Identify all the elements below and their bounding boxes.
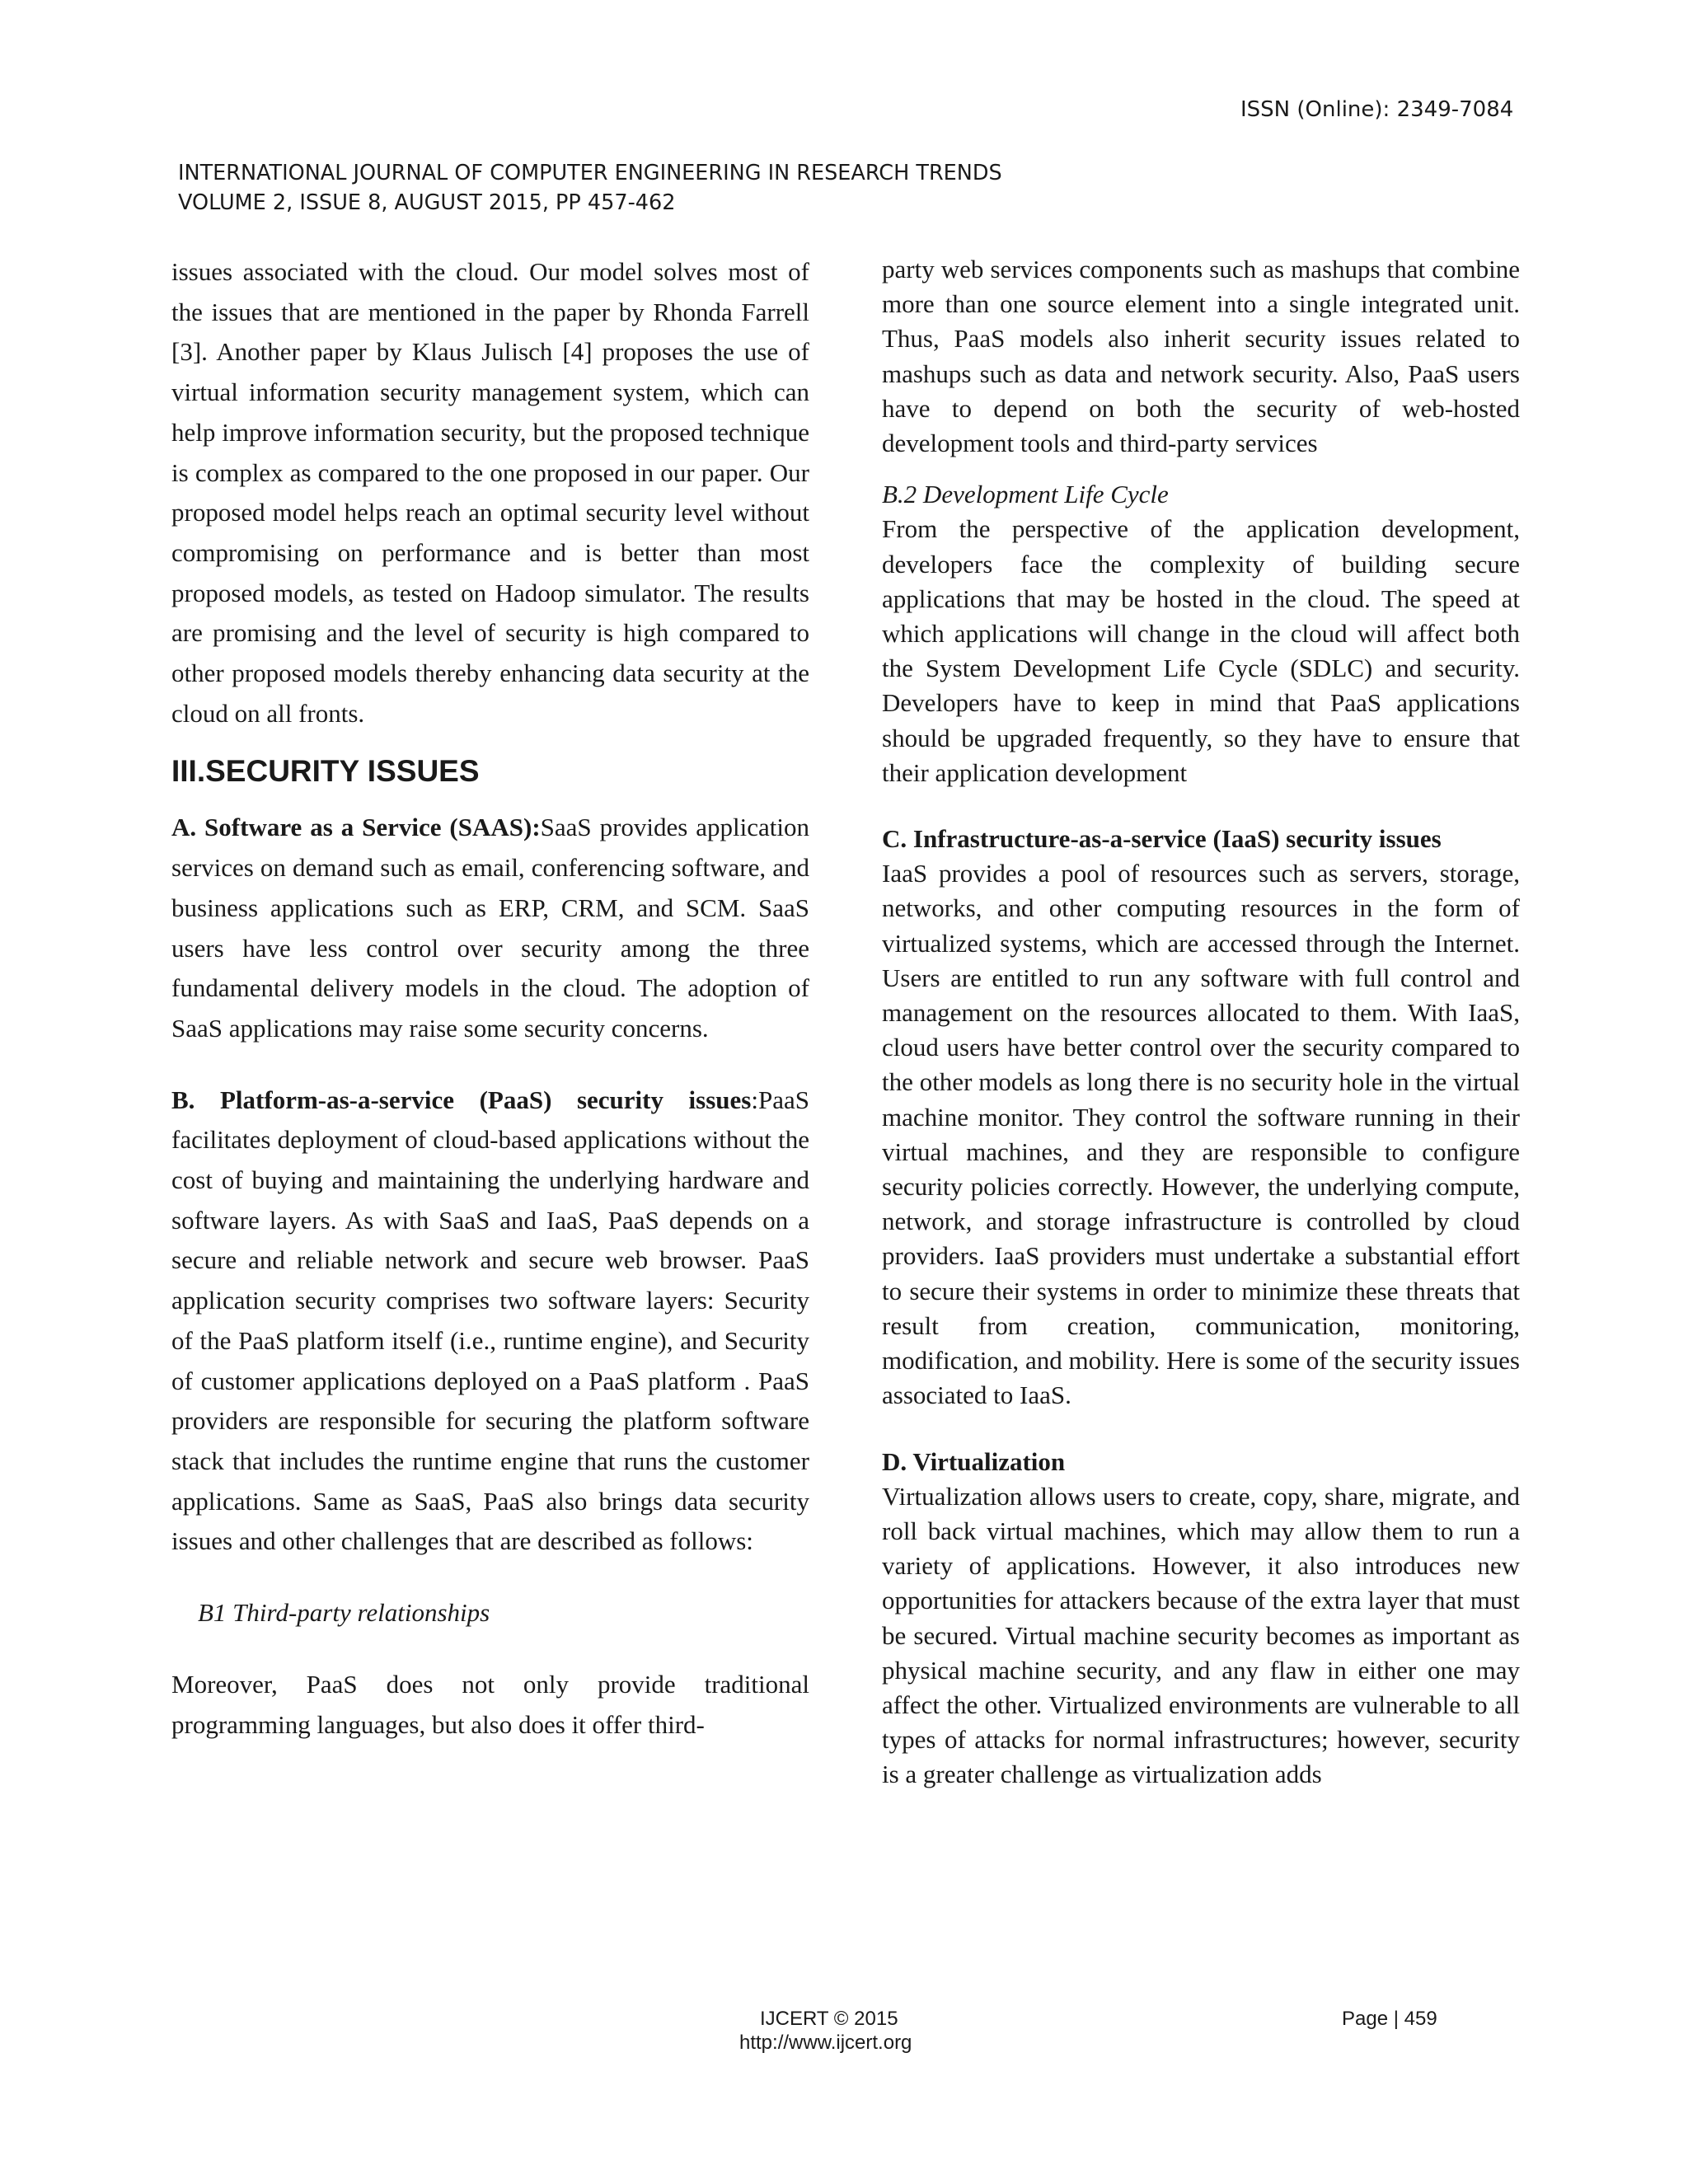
footer-url[interactable]: http://www.ijcert.org xyxy=(739,2032,912,2054)
saas-paragraph xyxy=(171,808,809,1048)
c-paragraph: IaaS provides a pool of resources such as servers, storage, networks, and other computing resources in the form of virtualized systems, which are accessed through the Internet. Users are entitled to run any software with full control and management on the resources allocated to them. With IaaS, cloud users have better control over the security compared to the other models as long there is no security hole in the virtual machine monitor. They control the software running in their virtual machines, and they are responsible to configure security policies correctly. However, the underlying compute, network, and storage infrastructure is controlled by cloud providers. IaaS providers must undertake a substantial effort to secure their systems in order to minimize these threats that result from creation, communication, monitoring, modification, and mobility. Here is some of the security issues associated to IaaS. xyxy=(882,859,1520,1410)
left-column xyxy=(171,252,809,1745)
d-heading: D. Virtualization xyxy=(882,1446,1066,1476)
journal-title: INTERNATIONAL JOURNAL OF COMPUTER ENGINEERING IN RESEARCH TRENDS xyxy=(178,161,1002,185)
right-column xyxy=(882,252,1520,1793)
saas-text: SaaS provides application services on demand such as email, conferencing software, and business applications such as ERP, CRM, and SCM. SaaS users have less control over security among the three fundamental delivery models in the cloud. The adoption of SaaS applications may raise some security concerns. xyxy=(171,813,809,1043)
journal-header xyxy=(178,158,1002,218)
b1-paragraph: Moreover, PaaS does not only provide traditional programming languages, but also does it offer third- xyxy=(171,1669,809,1739)
c-heading: C. Infrastructure-as-a-service (IaaS) security issues xyxy=(882,824,1442,854)
footer-copyright: IJCERT © 2015 xyxy=(760,2008,898,2030)
b2-heading: B.2 Development Life Cycle xyxy=(882,480,1169,509)
b2-paragraph: From the perspective of the application development, developers face the complexity of building secure applications that may be hosted in the cloud. The speed at which applications will change in the cloud will affect both the System Development Life Cycle (SDLC) and security. Developers have to keep in mind that PaaS applications should be upgraded frequently, so they have to ensure that their application development xyxy=(882,514,1520,787)
saas-heading: A. Software as a Service (SAAS): xyxy=(171,813,541,842)
intro-paragraph: issues associated with the cloud. Our model solves most of the issues that are mentioned in the paper by Rhonda Farrell [3]. Another paper by Klaus Julisch [4] proposes the use of virtual information security management system, which can help improve information security, but the proposed technique is complex as compared to the one proposed in our paper. Our proposed model helps reach an optimal security level without compromising on performance and is better than most proposed models, as tested on Hadoop simulator. The results are promising and the level of security is high compared to other proposed models thereby enhancing data security at the cloud on all fronts. xyxy=(171,257,809,728)
journal-volume: VOLUME 2, ISSUE 8, AUGUST 2015, PP 457-462 xyxy=(178,190,676,215)
footer-page-number: Page | 459 xyxy=(1342,2008,1437,2030)
paas-text: :PaaS facilitates deployment of cloud-based applications without the cost of buying and maintaining the underlying hardware and software layers. As with SaaS and IaaS, PaaS depends on a secure and reliable network and secure web browser. PaaS application security comprises two software layers: Security of the PaaS platform itself (i.e., runtime engine), and Security of customer applications deployed on a PaaS platform . PaaS providers are responsible for securing the platform software stack that includes the runtime engine that runs the customer applications. Same as SaaS, PaaS also brings data security issues and other challenges that are described as follows: xyxy=(171,1085,809,1556)
paas-paragraph xyxy=(171,1080,809,1562)
d-paragraph: Virtualization allows users to create, copy, share, migrate, and roll back virtual machines, which may allow them to run a variety of applications. However, it also introduces new opportunities for attackers because of the extra layer that must be secured. Virtual machine security becomes as important as physical machine security, and any flaw in either one may affect the other. Virtualized environments are vulnerable to all types of attacks for normal infrastructures; however, security is a greater challenge as virtualization adds xyxy=(882,1481,1520,1789)
b1-heading: B1 Third-party relationships xyxy=(198,1598,490,1628)
issn-label: ISSN (Online): 2349-7084 xyxy=(1240,97,1514,122)
paas-heading: B. Platform-as-a-service (PaaS) security issues xyxy=(171,1085,752,1114)
section-title: III.SECURITY ISSUES xyxy=(171,754,480,789)
b1-continued-paragraph: party web services components such as mashups that combine more than one source element into a single integrated unit. Thus, PaaS models also inherit security issues related to mashups such as data and network security. Also, PaaS users have to depend on both the security of web-hosted development tools and third-party services xyxy=(882,255,1520,458)
